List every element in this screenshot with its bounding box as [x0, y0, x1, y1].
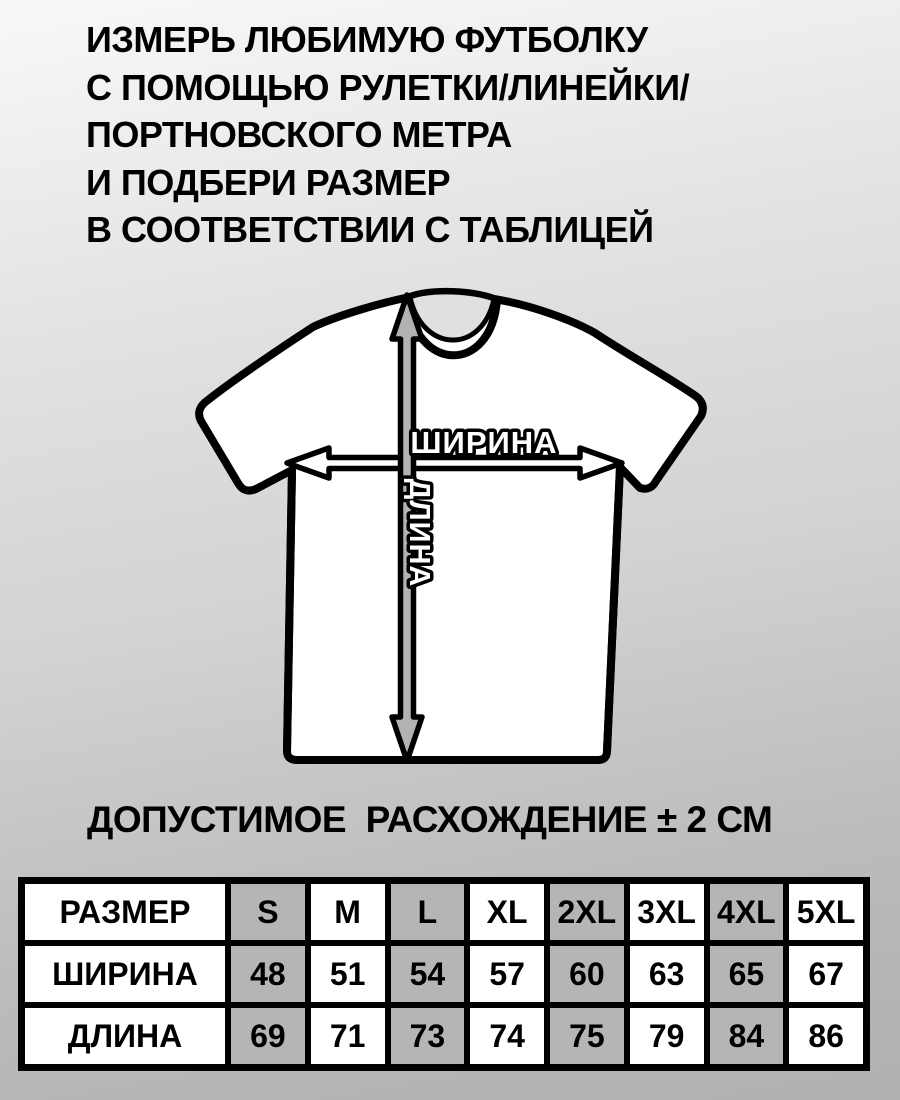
heading-line-1: ИЗМЕРЬ ЛЮБИМУЮ ФУТБОЛКУ — [86, 19, 648, 60]
table-header-3xl: 3XL — [630, 884, 704, 940]
table-header-xl: XL — [470, 884, 544, 940]
tolerance-note: ДОПУСТИМОЕ РАСХОЖДЕНИЕ ± 2 СМ — [87, 799, 773, 840]
heading-line-5: В СООТВЕТСТВИИ С ТАБЛИЦЕЙ — [86, 209, 654, 250]
table-cell-width-m: 51 — [311, 946, 385, 1002]
table-cell-length-s: 69 — [231, 1008, 305, 1064]
heading-line-3: ПОРТНОВСКОГО МЕТРА — [86, 114, 512, 155]
left-armpit-seam — [287, 470, 292, 751]
table-header-5xl: 5XL — [789, 884, 863, 940]
width-label: ШИРИНА — [410, 425, 558, 460]
table-cell-width-xl: 57 — [470, 946, 544, 1002]
tshirt-diagram-svg — [170, 283, 730, 778]
tshirt-outline — [199, 292, 703, 760]
table-cell-width-l: 54 — [391, 946, 465, 1002]
table-header-size: РАЗМЕР — [25, 884, 225, 940]
table-cell-length-m: 71 — [311, 1008, 385, 1064]
length-label: ДЛИНА — [403, 478, 435, 588]
table-header-l: L — [391, 884, 465, 940]
heading-line-4: И ПОДБЕРИ РАЗМЕР — [86, 161, 451, 203]
table-header-s: S — [231, 884, 305, 940]
table-header-4xl: 4XL — [710, 884, 784, 940]
table-cell-width-4xl: 65 — [710, 946, 784, 1002]
table-cell-length-3xl: 79 — [630, 1008, 704, 1064]
heading-line-2: С ПОМОЩЬЮ РУЛЕТКИ/ЛИНЕЙКИ/ — [86, 66, 690, 108]
table-cell-length-5xl: 86 — [789, 1008, 863, 1064]
table-cell-length-2xl: 75 — [550, 1008, 624, 1064]
table-header-m: M — [311, 884, 385, 940]
heading — [86, 16, 689, 254]
table-cell-length-4xl: 84 — [710, 1008, 784, 1064]
size-table — [18, 877, 870, 1071]
table-header-2xl: 2XL — [550, 884, 624, 940]
table-cell-width-s: 48 — [231, 946, 305, 1002]
table-cell-width-5xl: 67 — [789, 946, 863, 1002]
measurement-diagram — [170, 283, 730, 778]
table-row-length-label: ДЛИНА — [25, 1008, 225, 1064]
table-cell-width-2xl: 60 — [550, 946, 624, 1002]
table-cell-length-l: 73 — [391, 1008, 465, 1064]
table-cell-width-3xl: 63 — [630, 946, 704, 1002]
table-cell-length-xl: 74 — [470, 1008, 544, 1064]
table-row-width-label: ШИРИНА — [25, 946, 225, 1002]
